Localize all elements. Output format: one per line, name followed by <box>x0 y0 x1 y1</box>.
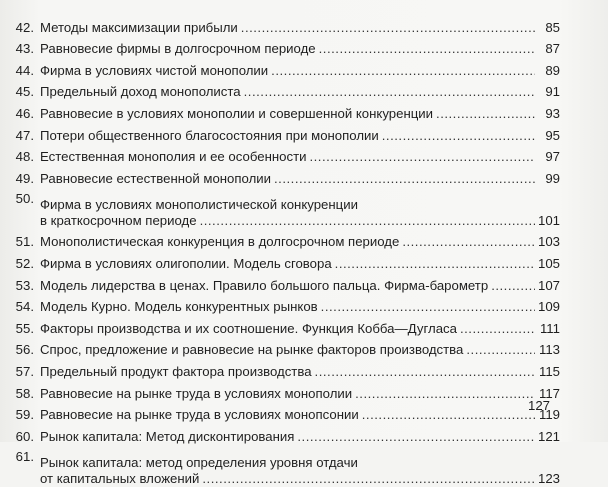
toc-entry-number: 49. <box>15 170 34 186</box>
toc-entry-page: 89 <box>545 62 560 78</box>
leader-dots <box>355 386 535 402</box>
toc-entry-number: 54. <box>15 299 34 315</box>
toc-entry-title: Равновесие фирмы в долгосрочном периоде <box>40 41 316 57</box>
toc-entry-number: 53. <box>15 277 34 293</box>
toc-entry-page: 111 <box>539 320 560 336</box>
toc-entry-number: 52. <box>15 255 34 271</box>
toc-entry-page: 123 <box>538 470 561 486</box>
toc-entry-page: 103 <box>538 234 561 250</box>
toc-entry-page: 95 <box>545 127 560 143</box>
toc-entry <box>0 57 560 79</box>
leader-dots <box>200 213 535 229</box>
toc-entry <box>0 187 560 229</box>
toc-entry-page: 107 <box>538 277 561 293</box>
toc-entry-number: 44. <box>15 62 34 78</box>
toc-entry-title: Равновесие на рынке труда в условиях монопсонии <box>40 407 359 423</box>
table-of-contents <box>0 14 560 487</box>
toc-entry-page: 119 <box>538 407 560 423</box>
leader-dots <box>466 342 535 358</box>
toc-entry-title: Рынок капитала: метод определения уровня отдачи <box>40 454 358 470</box>
leader-dots <box>319 41 535 57</box>
toc-entry-title: Фирма в условиях чистой монополии <box>40 62 269 78</box>
toc-entry <box>0 250 560 272</box>
toc-entry-title: Модель лидерства в ценах. Правило большого пальца. Фирма-барометр <box>40 277 489 293</box>
toc-entry-title: Равновесие на рынке труда в условиях монополии <box>40 385 353 401</box>
toc-entry-number: 46. <box>15 105 34 121</box>
toc-entry-number: 48. <box>15 149 34 165</box>
toc-entry-page: 113 <box>538 342 560 358</box>
leader-dots <box>241 20 535 36</box>
toc-entry-number: 60. <box>15 428 34 444</box>
toc-entry-page: 87 <box>545 41 560 57</box>
toc-entry-page: 85 <box>545 19 560 35</box>
leader-dots <box>244 84 535 100</box>
toc-entry-number: 43. <box>15 41 34 57</box>
toc-entry-title: Предельный продукт фактора производства <box>40 363 312 379</box>
toc-entry-page: 91 <box>545 84 560 100</box>
toc-entry-title: Спрос, предложение и равновесие на рынке факторов производства <box>40 342 464 358</box>
toc-entry-title: Монополистическая конкуренция в долгосрочном периоде <box>40 234 400 250</box>
toc-entry-number: 58. <box>15 385 34 401</box>
toc-entry-title: Равновесие в условиях монополии и совершенной конкуренции <box>40 105 434 121</box>
leader-dots <box>297 429 535 445</box>
toc-entry <box>0 229 560 251</box>
toc-entry <box>0 402 560 424</box>
toc-entry-title: Факторы производства и их соотношение. Функция Кобба—Дугласа <box>40 320 457 336</box>
toc-entry-page: 115 <box>538 363 560 379</box>
toc-entry-page: 117 <box>538 385 560 401</box>
toc-entry-title: Фирма в условиях олигополии. Модель сговора <box>40 255 332 271</box>
leader-dots <box>321 299 535 315</box>
toc-entry <box>0 294 560 316</box>
leader-dots <box>315 364 535 380</box>
toc-entry <box>0 358 560 380</box>
toc-entry-title-continued: в краткосрочном периоде <box>40 212 197 228</box>
leader-dots <box>335 256 535 272</box>
toc-entry <box>0 445 560 487</box>
toc-entry-title: Равновесие естественной монополии <box>40 170 272 186</box>
toc-entry <box>0 36 560 58</box>
toc-entry-title: Предельный доход монополиста <box>40 84 241 100</box>
toc-entry <box>0 337 560 359</box>
leader-dots <box>274 171 535 187</box>
toc-entry <box>0 272 560 294</box>
toc-entry-number: 55. <box>15 320 34 336</box>
toc-entry-page: 105 <box>538 255 561 271</box>
toc-entry-title: Потери общественного благосостояния при монополии <box>40 127 379 143</box>
toc-entry-number: 57. <box>15 363 34 379</box>
page-number: 127 <box>528 398 551 413</box>
toc-entry-page: 99 <box>545 170 560 186</box>
toc-entry-number: 56. <box>15 342 34 358</box>
toc-entry <box>0 380 560 402</box>
leader-dots <box>309 149 535 165</box>
toc-entry-page: 97 <box>545 149 560 165</box>
toc-entry-page: 109 <box>538 299 561 315</box>
toc-entry-number: 59. <box>15 407 34 423</box>
toc-entry <box>0 100 560 122</box>
toc-entry <box>0 165 560 187</box>
toc-entry <box>0 315 560 337</box>
toc-entry-page: 93 <box>545 105 560 121</box>
leader-dots <box>460 321 535 337</box>
leader-dots <box>382 128 535 144</box>
toc-entry <box>0 144 560 166</box>
toc-entry <box>0 122 560 144</box>
toc-entry <box>0 423 560 445</box>
toc-entry-number: 51. <box>15 234 34 250</box>
leader-dots <box>436 106 535 122</box>
toc-entry-number: 50. <box>15 190 34 206</box>
toc-entry-number: 61. <box>15 448 34 464</box>
toc-entry-page: 121 <box>538 428 561 444</box>
toc-entry <box>0 14 560 36</box>
toc-entry-number: 45. <box>15 84 34 100</box>
leader-dots <box>402 234 535 250</box>
toc-entry <box>0 79 560 101</box>
toc-entry-title: Методы максимизации прибыли <box>40 19 238 35</box>
toc-entry-title: Естественная монополия и ее особенности <box>40 149 307 165</box>
leader-dots <box>271 63 535 79</box>
toc-entry-page: 101 <box>538 212 561 228</box>
leader-dots <box>362 407 535 423</box>
toc-entry-number: 42. <box>15 19 34 35</box>
toc-entry-title: Модель Курно. Модель конкурентных рынков <box>40 299 318 315</box>
leader-dots <box>491 278 535 294</box>
toc-entry-title-continued: от капитальных вложений <box>40 470 200 486</box>
leader-dots <box>202 471 535 487</box>
toc-entry-number: 47. <box>15 127 34 143</box>
toc-entry-title: Фирма в условиях монополистической конкуренции <box>40 196 358 212</box>
toc-entry-title: Рынок капитала: Метод дисконтирования <box>40 428 295 444</box>
